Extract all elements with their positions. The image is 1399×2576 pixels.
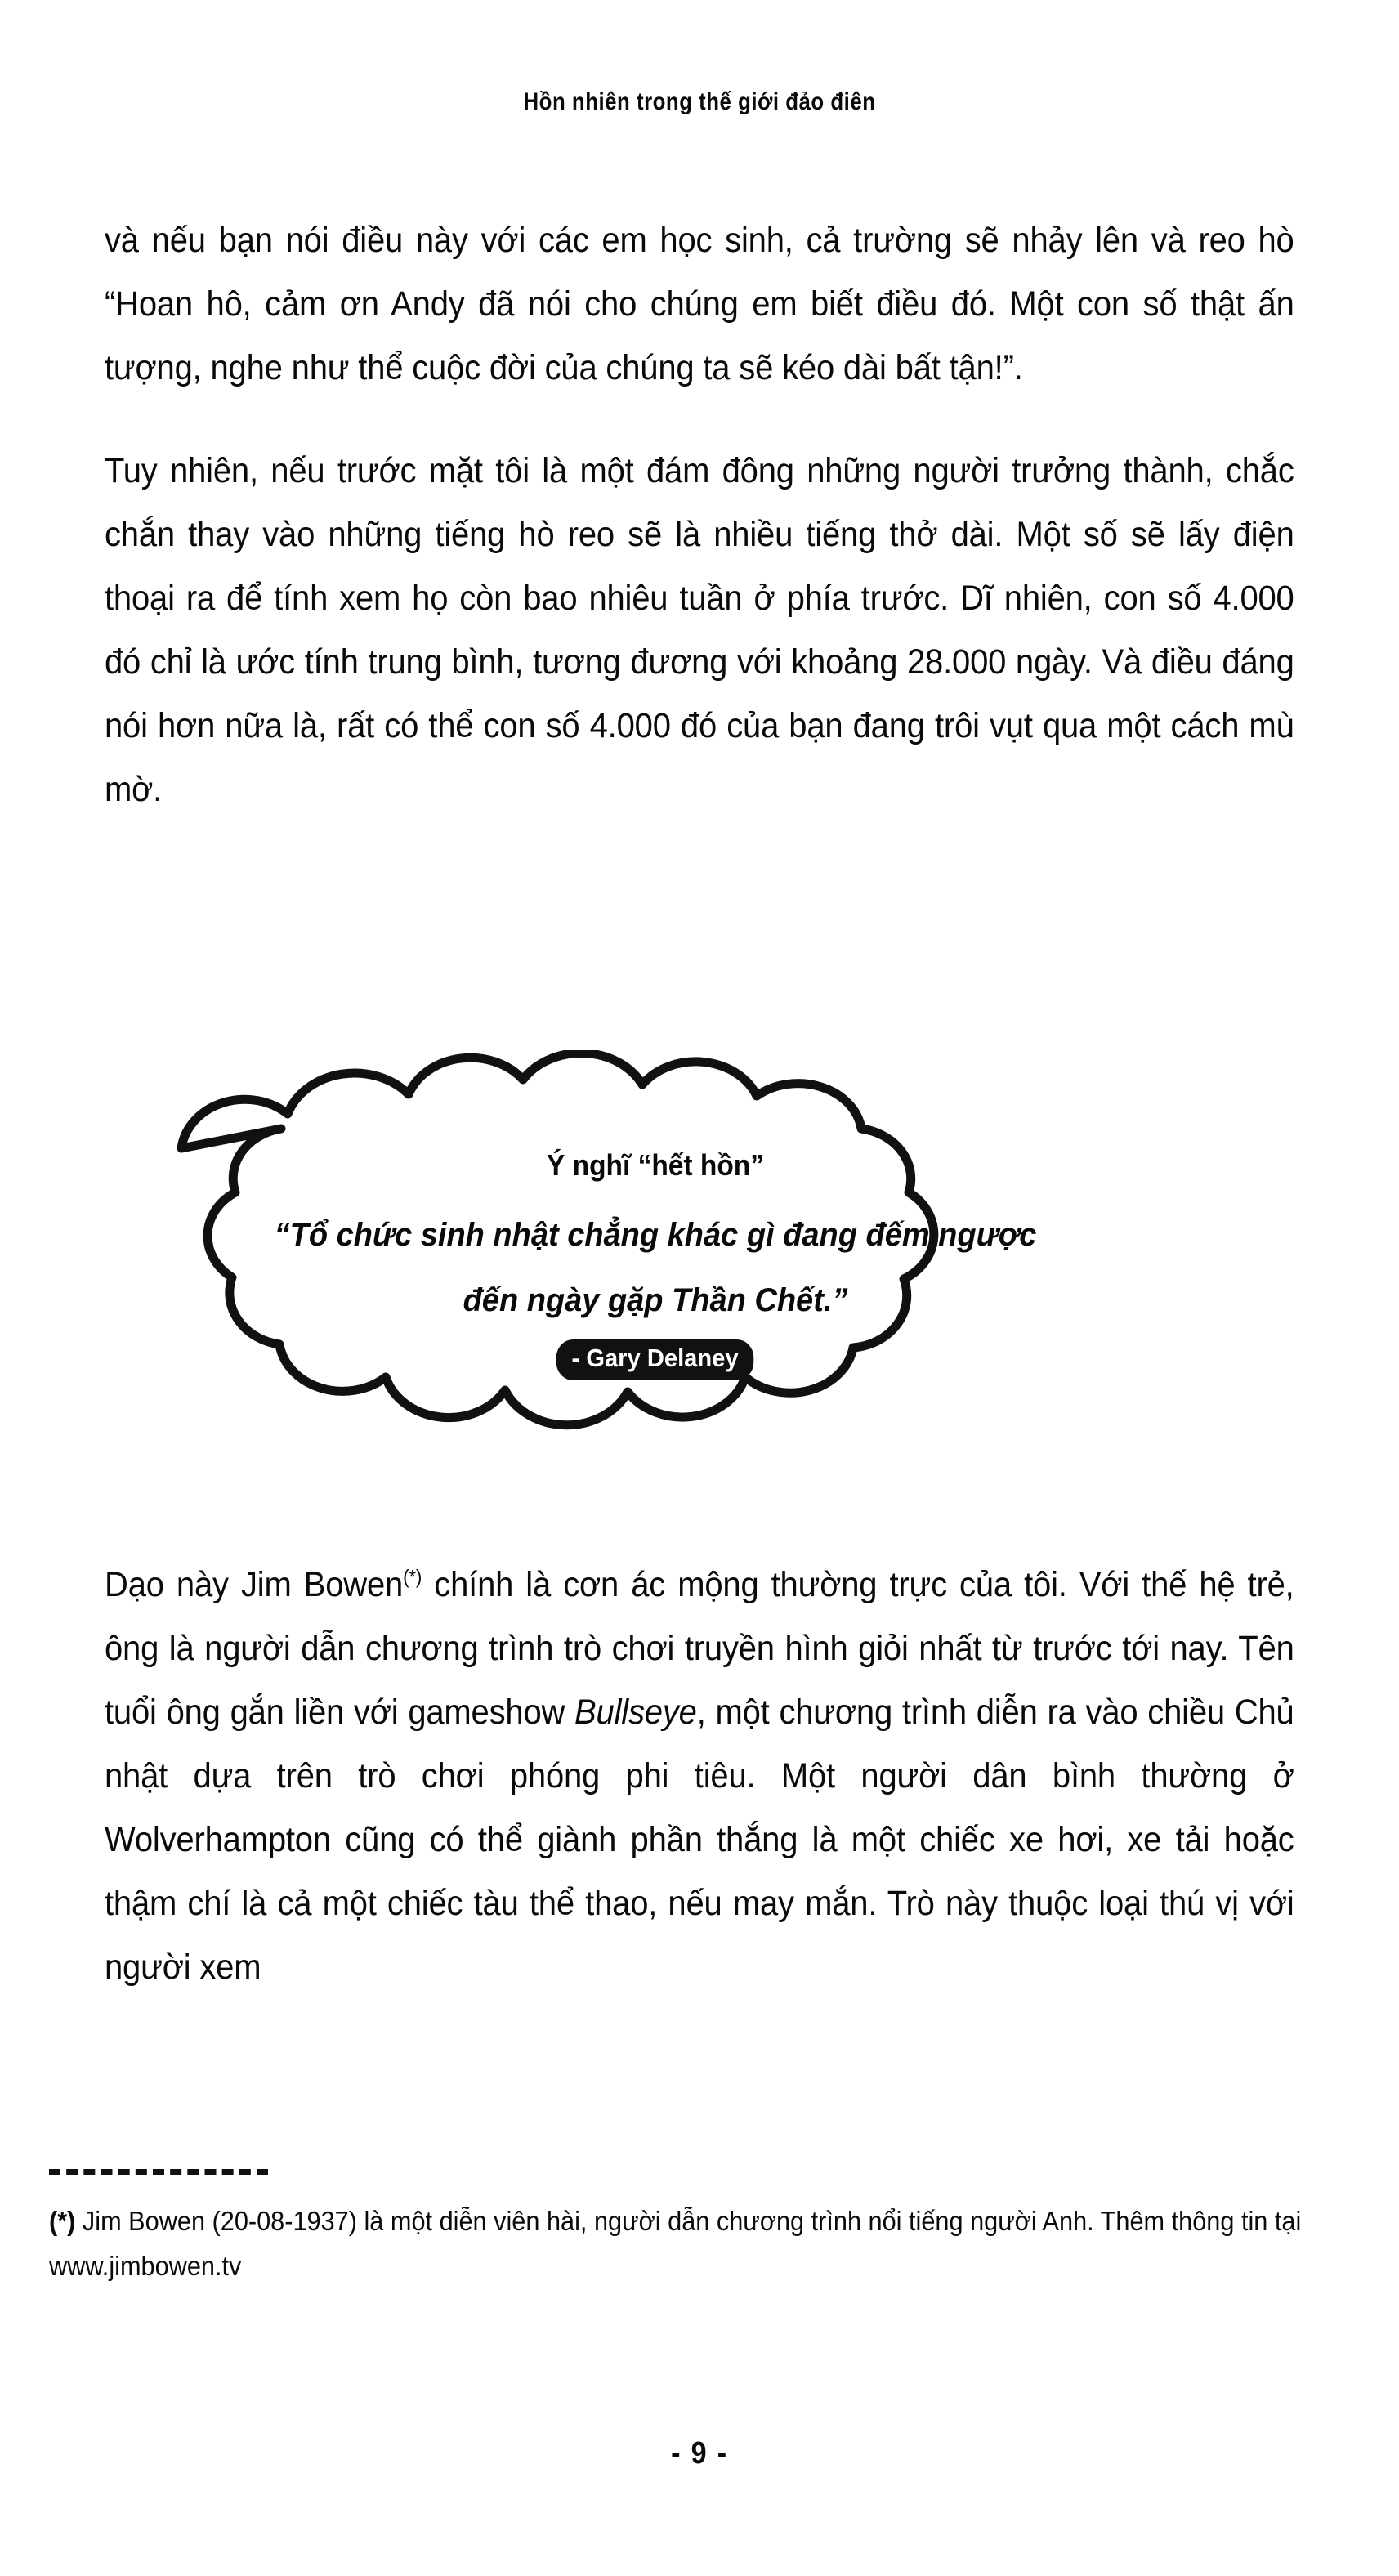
callout-quote-line-2: đến ngày gặp Thần Chết.” [463, 1282, 848, 1318]
body-text-column-lower [105, 1553, 1294, 1999]
thought-cloud-callout [75, 1050, 1236, 1434]
footnote-text: Jim Bowen (20-08-1937) là một diễn viên hài, người dẫn chương trình nổi tiếng người Anh. Thêm thông tin tại www.jimbowen.tv [49, 2206, 1302, 2281]
paragraph-3 [105, 1553, 1294, 1999]
running-head: Hồn nhiên trong thế giới đảo điên [523, 88, 876, 115]
page-number: - 9 - [671, 2436, 728, 2471]
paragraph-1: và nếu bạn nói điều này với các em học sinh, cả trường sẽ nhảy lên và reo hò “Hoan hô, cảm ơn Andy đã nói cho chúng em biết điều đó. Một con số thật ấn tượng, nghe như thể cuộc đời của chúng ta sẽ kéo dài bất tận!”. [105, 221, 1294, 387]
footnote-marker: (*) [49, 2206, 76, 2236]
callout-title: Ý nghĩ “hết hồn” [547, 1148, 764, 1182]
paragraph-3-segment-1: Dạo này Jim Bowen [105, 1565, 404, 1604]
footnote [49, 2198, 1399, 2288]
callout-attribution-badge: - Gary Delaney [556, 1339, 754, 1380]
footnote-separator [49, 2169, 268, 2175]
callout-quote-line-1: “Tổ chức sinh nhật chẳng khác gì đang đếm ngược [274, 1217, 1037, 1253]
body-text-column [105, 208, 1294, 821]
cloud-text-block [165, 1147, 1146, 1380]
paragraph-2: Tuy nhiên, nếu trước mặt tôi là một đám đông những người trưởng thành, chắc chắn thay vào những tiếng hò reo sẽ là nhiều tiếng thở dài. Một số sẽ lấy điện thoại ra để tính xem họ còn bao nhiêu tuần ở phía trước. Dĩ nhiên, con số 4.000 đó chỉ là ước tính trung bình, tương đương với khoảng 28.000 ngày. Và điều đáng nói hơn nữa là, rất có thể con số 4.000 đó của bạn đang trôi vụt qua một cách mù mờ. [105, 451, 1294, 809]
paragraph-3-segment-3: , một chương trình diễn ra vào chiều Chủ nhật dựa trên trò chơi phóng phi tiêu. Một người dân bình thường ở Wolverhampton cũng có thể giành phần thắng là một chiếc xe hơi, xe tải hoặc thậm chí là cả một chiếc tàu thể thao, nếu may mắn. Trò này thuộc loại thú vị với người xem [105, 1693, 1294, 1987]
paragraph-3-segment-2: chính là cơn ác mộng thường trực của tôi. Với thế hệ trẻ, ông là người dẫn chương trình trò chơi truyền hình giỏi nhất từ trước tới nay. Tên tuổi ông gắn liền với gameshow [105, 1565, 1294, 1732]
show-title-bullseye: Bullseye [574, 1693, 697, 1732]
footnote-reference-mark[interactable]: (*) [403, 1566, 422, 1589]
